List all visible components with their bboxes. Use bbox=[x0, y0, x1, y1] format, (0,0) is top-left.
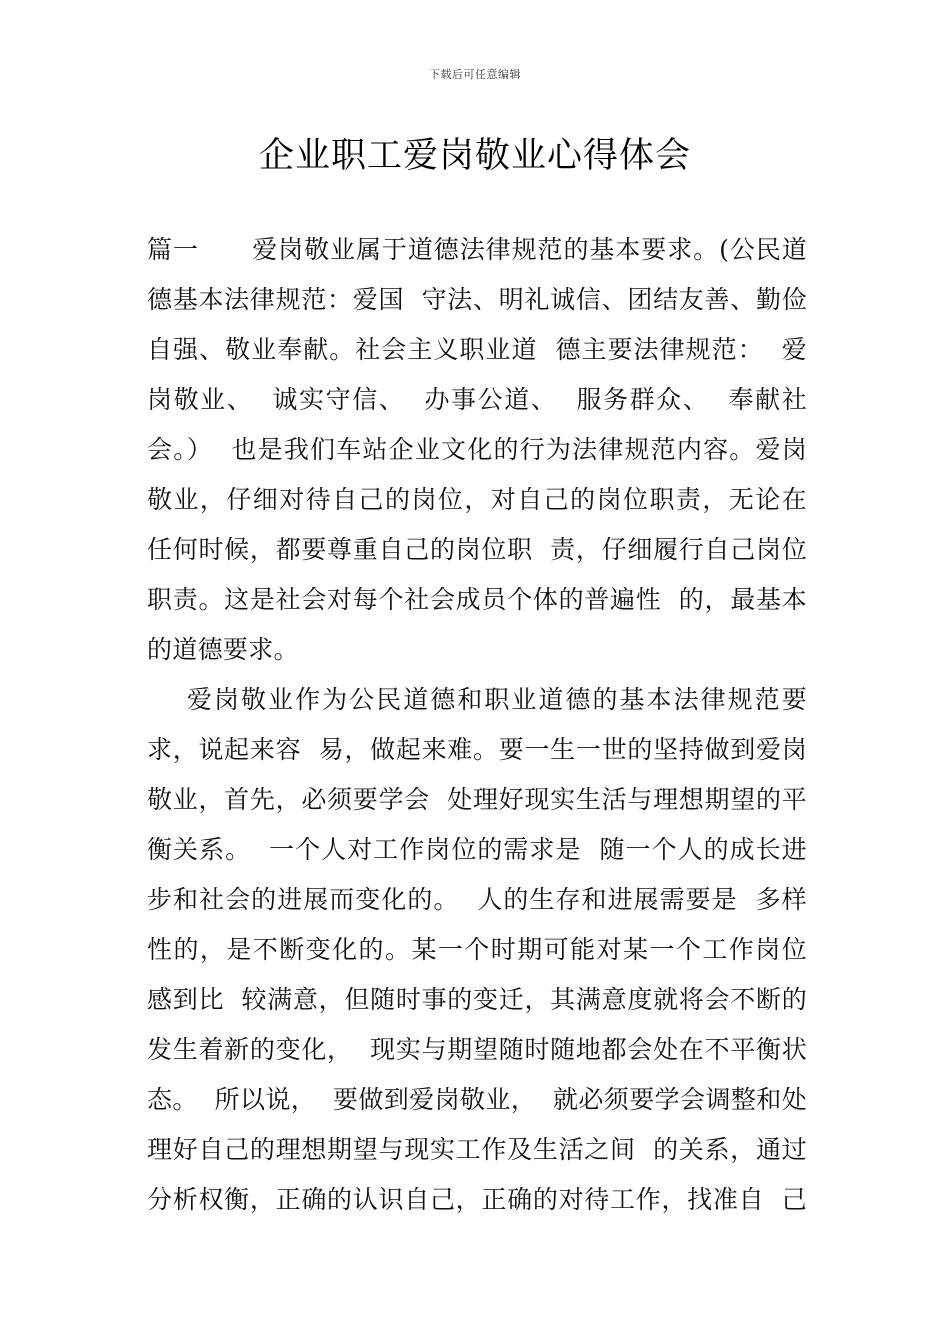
text-line: 职责。这是社会对每个社会成员个体的普遍性 的，最基本 bbox=[147, 585, 807, 614]
text-line: 会。） 也是我们车站企业文化的行为法律规范内容。爱岗 bbox=[147, 435, 807, 464]
text-line: 岗敬业、 诚实守信、 办事公道、 服务群众、 奉献社 bbox=[147, 385, 807, 414]
text-line: 理好自己的理想期望与现实工作及生活之间 的关系，通过 bbox=[147, 1135, 807, 1164]
text-line: 自强、敬业奉献。社会主义职业道 德主要法律规范： 爱 bbox=[147, 335, 807, 364]
text-line: 发生着新的变化， 现实与期望随时随地都会处在不平衡状 bbox=[147, 1035, 807, 1064]
text-line: 任何时候，都要尊重自己的岗位职 责，仔细履行自己岗位 bbox=[147, 535, 807, 564]
body-text bbox=[147, 225, 807, 1225]
header-note: 下载后可任意编辑 bbox=[429, 68, 521, 81]
text-line: 态。 所以说， 要做到爱岗敬业， 就必须要学会调整和处 bbox=[147, 1085, 807, 1114]
document-title: 企业职工爱岗敬业心得体会 bbox=[258, 136, 691, 176]
text-line: 敬业，仔细对待自己的岗位，对自己的岗位职责，无论在 bbox=[147, 485, 807, 514]
text-line: 篇一 爱岗敬业属于道德法律规范的基本要求。(公民道 bbox=[147, 235, 807, 264]
text-line: 的道德要求。 bbox=[147, 635, 299, 664]
text-line: 敬业，首先，必须要学会 处理好现实生活与理想期望的平 bbox=[147, 785, 807, 814]
text-line: 感到比 较满意，但随时事的变迁，其满意度就将会不断的 bbox=[147, 985, 807, 1014]
text-line: 步和社会的进展而变化的。 人的生存和进展需要是 多样 bbox=[147, 885, 807, 914]
text-line: 爱岗敬业作为公民道德和职业道德的基本法律规范要 bbox=[147, 685, 807, 714]
text-line: 求，说起来容 易，做起来难。要一生一世的坚持做到爱岗 bbox=[147, 735, 807, 764]
text-line: 德基本法律规范：爱国 守法、明礼诚信、团结友善、勤俭 bbox=[147, 285, 807, 314]
text-line: 性的，是不断变化的。某一个时期可能对某一个工作岗位 bbox=[147, 935, 807, 964]
text-line: 分析权衡，正确的认识自己，正确的对待工作，找准自 己 bbox=[147, 1185, 807, 1214]
text-line: 衡关系。 一个人对工作岗位的需求是 随一个人的成长进 bbox=[147, 835, 807, 864]
